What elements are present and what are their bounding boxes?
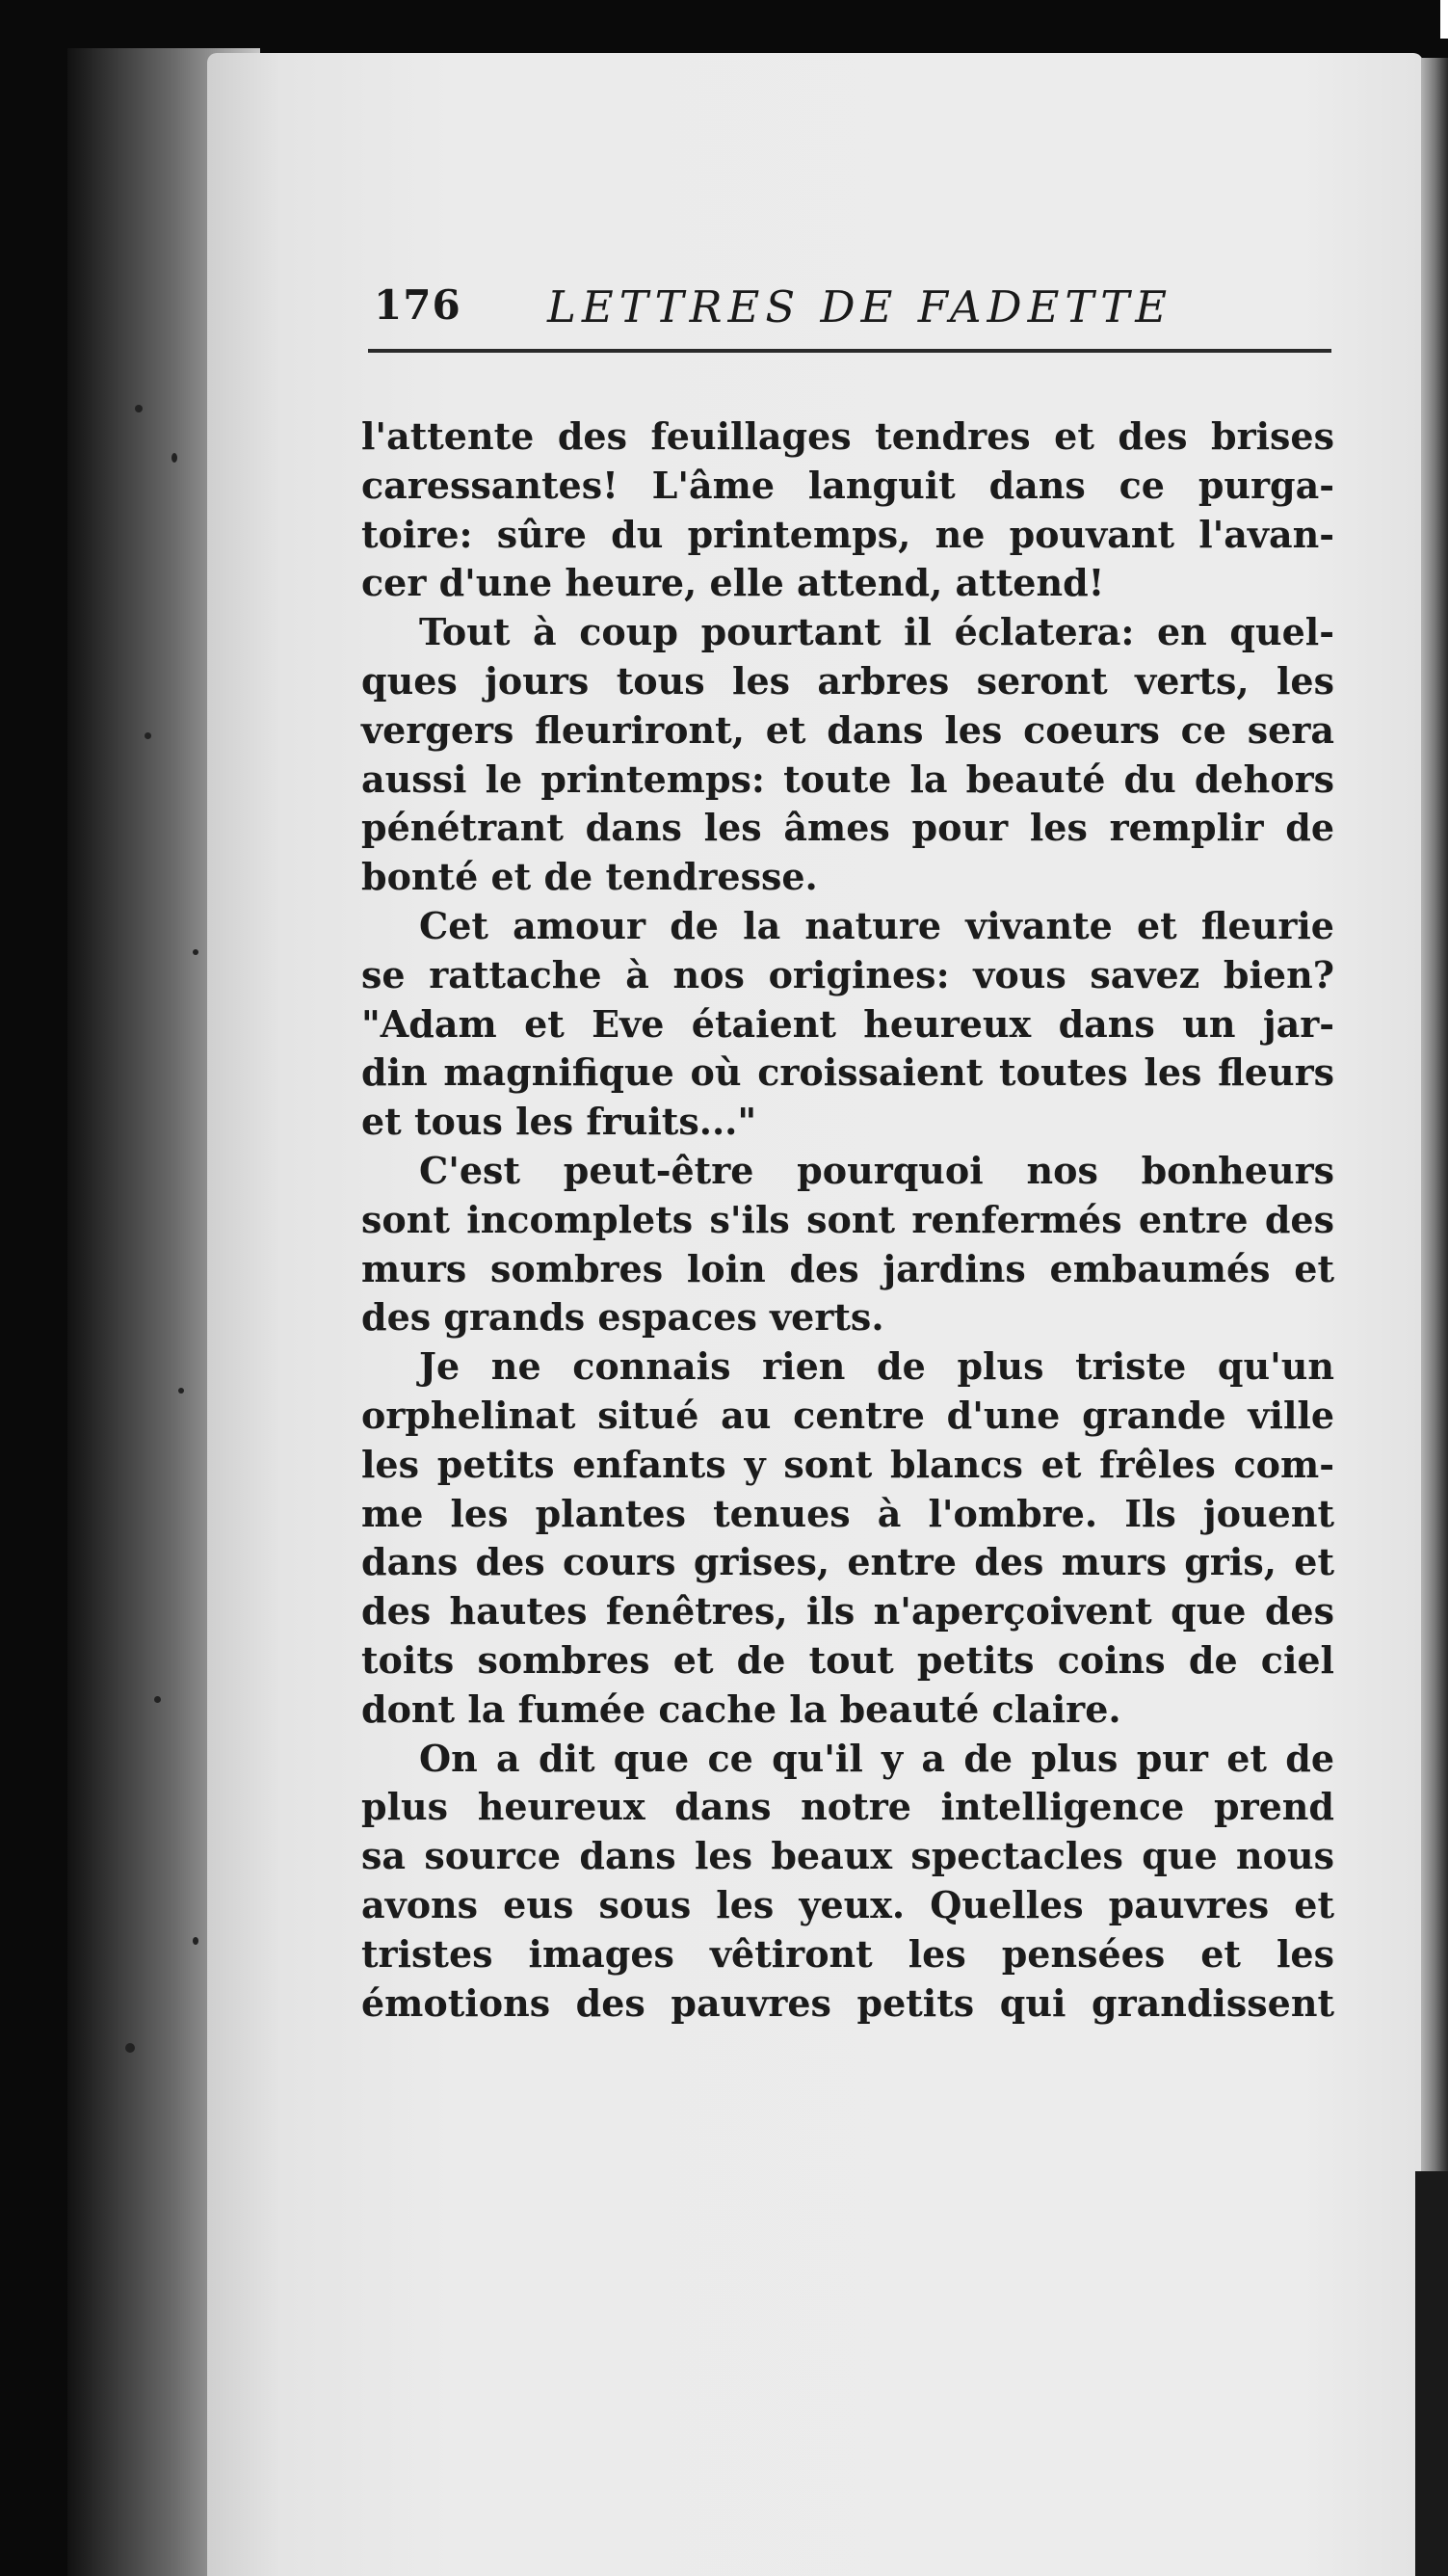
scan-speck: [145, 732, 151, 739]
running-header: [374, 281, 1331, 345]
scan-speck: [193, 1937, 198, 1945]
header-rule: [368, 349, 1331, 353]
text-line: les petits enfants y sont blancs et frêles com-: [361, 1442, 1334, 1486]
text-line: dont la fumée cache la beauté claire.: [361, 1686, 1121, 1731]
page-number: 176: [374, 281, 461, 329]
text-line: Tout à coup pourtant il éclatera: en quel-: [419, 610, 1334, 654]
text-line: ques jours tous les arbres seront verts, les: [361, 658, 1334, 703]
text-line: bonté et de tendresse.: [361, 855, 818, 899]
text-line: C'est peut-être pourquoi nos bonheurs: [419, 1148, 1334, 1192]
text-line: me les plantes tenues à l'ombre. Ils jouent: [361, 1491, 1334, 1535]
text-line: Je ne connais rien de plus triste qu'un: [419, 1344, 1334, 1389]
text-line: On a dit que ce qu'il y a de plus pur et de: [419, 1736, 1334, 1780]
text-line: din magnifique où croissaient toutes les fleurs: [361, 1050, 1334, 1095]
body-text: [361, 412, 1334, 2028]
text-line: des hautes fenêtres, ils n'aperçoivent que des: [361, 1589, 1334, 1633]
page-corner-shadow: [1415, 2171, 1448, 2576]
text-line: cer d'une heure, elle attend, attend!: [361, 561, 1105, 605]
text-line: orphelinat situé au centre d'une grande ville: [361, 1393, 1334, 1437]
scan-edge-mark: [1440, 0, 1448, 39]
text-line: sa source dans les beaux spectacles que nous: [361, 1834, 1334, 1878]
text-line: sont incomplets s'ils sont renfermés entre des: [361, 1197, 1334, 1241]
scan-speck: [135, 405, 143, 412]
text-line: tristes images vêtiront les pensées et les: [361, 1931, 1334, 1976]
text-line: plus heureux dans notre intelligence prend: [361, 1785, 1334, 1829]
text-line: et tous les fruits...": [361, 1100, 757, 1144]
scan-speck: [178, 1388, 184, 1394]
text-line: toire: sûre du printemps, ne pouvant l'avan-: [361, 512, 1334, 556]
text-line: murs sombres loin des jardins embaumés et: [361, 1246, 1334, 1290]
text-line: avons eus sous les yeux. Quelles pauvres et: [361, 1882, 1334, 1926]
scan-speck: [193, 949, 198, 955]
scan-speck: [154, 1696, 161, 1703]
running-title: LETTRES DE FADETTE: [547, 281, 1173, 332]
text-line: émotions des pauvres petits qui grandissent: [361, 1980, 1334, 2025]
text-line: pénétrant dans les âmes pour les remplir de: [361, 806, 1334, 850]
text-line: des grands espaces verts.: [361, 1295, 884, 1340]
text-line: caressantes! L'âme languit dans ce purga-: [361, 463, 1334, 507]
text-line: "Adam et Eve étaient heureux dans un jar-: [361, 1001, 1334, 1046]
text-line: dans des cours grises, entre des murs gris, et: [361, 1540, 1334, 1584]
text-line: toits sombres et de tout petits coins de ciel: [361, 1637, 1334, 1682]
text-line: vergers fleuriront, et dans les coeurs ce sera: [361, 707, 1334, 752]
text-line: se rattache à nos origines: vous savez bien?: [361, 952, 1334, 996]
scan-speck: [171, 453, 177, 463]
text-line: aussi le printemps: toute la beauté du dehors: [361, 757, 1334, 801]
text-line: l'attente des feuillages tendres et des brises: [361, 414, 1334, 458]
scan-speck: [125, 2043, 135, 2053]
text-line: Cet amour de la nature vivante et fleurie: [419, 903, 1334, 947]
